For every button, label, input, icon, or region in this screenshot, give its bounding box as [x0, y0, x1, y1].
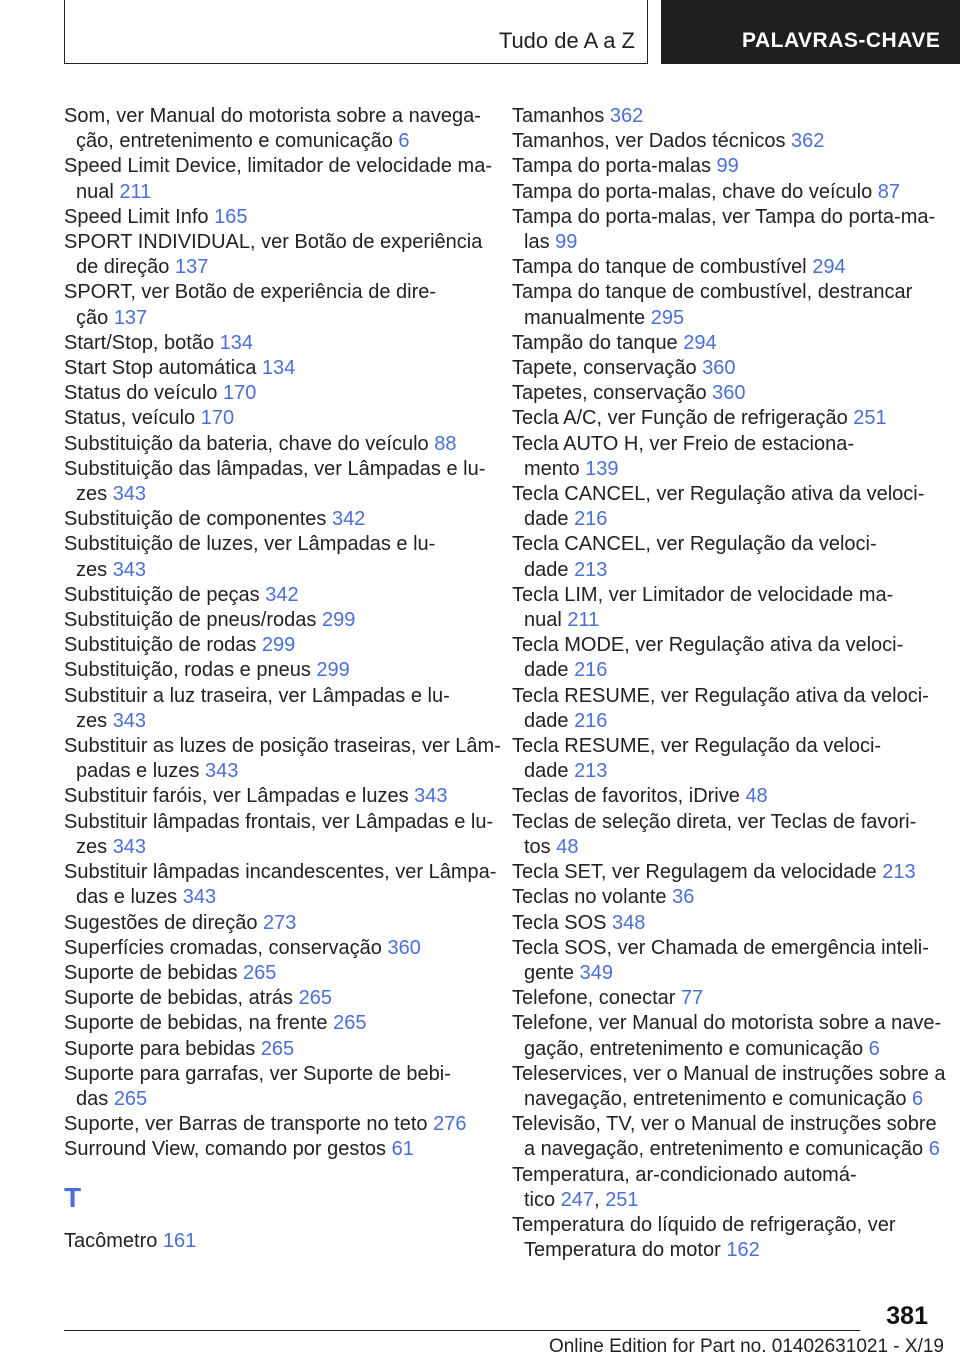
index-entry	[512, 684, 932, 734]
entry-text: Substituir as luzes de posição traseiras, ver Lâm-	[64, 735, 501, 758]
page-link[interactable]: 77	[681, 987, 704, 1010]
page-link[interactable]: 161	[162, 1229, 197, 1252]
index-entry	[512, 734, 932, 784]
index-entry	[64, 104, 484, 154]
page-link[interactable]: 360	[702, 357, 736, 380]
entry-text: Suporte de bebidas, na frente	[64, 1012, 328, 1035]
entry-text: Substituição de componentes	[64, 508, 327, 531]
page-link[interactable]: 6	[398, 130, 410, 153]
index-entry	[512, 583, 932, 633]
entry-text: Substituição da bateria, chave do veículo	[64, 432, 429, 455]
page-link[interactable]: 165	[214, 205, 248, 228]
index-entry	[512, 936, 932, 986]
index-entry: Temperatura, ar-condicionado automá- tico 247, 251	[512, 1163, 857, 1211]
page-link[interactable]: 137	[174, 256, 209, 279]
page-link[interactable]: 211	[119, 180, 152, 203]
index-entry	[64, 1229, 484, 1254]
entry-text: zes	[76, 835, 108, 858]
entry-text: das	[76, 1087, 109, 1110]
index-entry	[512, 331, 932, 356]
page-link[interactable]: 343	[112, 709, 147, 732]
page-link[interactable]: 61	[391, 1138, 414, 1161]
page-number: 381	[886, 1302, 928, 1330]
entry-text: Tampa do porta-malas, chave do veículo	[512, 180, 873, 203]
entry-text: Superfícies cromadas, conservação	[64, 936, 382, 959]
page-link[interactable]: 134	[219, 331, 254, 354]
index-entry	[512, 633, 932, 683]
page-link[interactable]: 87	[877, 180, 901, 203]
entry-text: Tamanhos, ver Dados técnicos	[512, 130, 786, 153]
entry-text: Tampa do tanque de combustível, destrancar	[512, 281, 913, 304]
entry-text: dade	[524, 558, 569, 581]
page-link[interactable]: 216	[574, 709, 608, 732]
page-link[interactable]: 162	[726, 1239, 760, 1262]
index-entry	[64, 633, 484, 658]
entry-text: Tecla MODE, ver Regulação ativa da veloci-	[512, 634, 904, 657]
entry-text: dade	[524, 508, 569, 531]
page-link[interactable]: 343	[112, 835, 147, 858]
entry-text: Start Stop automática	[64, 357, 257, 380]
page-link[interactable]: 343	[204, 760, 239, 783]
entry-text: Teclas no volante	[512, 886, 667, 909]
page-link[interactable]: 134	[261, 357, 296, 380]
entry-text: Tecla AUTO H, ver Freio de estaciona-	[512, 432, 854, 455]
entry-text: dade	[524, 709, 569, 732]
entry-text: Substituir a luz traseira, ver Lâmpadas e lu-	[64, 684, 450, 707]
index-entry	[64, 406, 484, 431]
page-link[interactable]: 343	[414, 785, 448, 808]
index-entry	[512, 205, 936, 255]
index-entry	[512, 1011, 942, 1061]
footer-divider	[64, 1330, 860, 1331]
entry-text: a navegação, entretenimento e comunicação	[524, 1138, 924, 1161]
entry-text: Tecla SOS, ver Chamada de emergência inteli-	[512, 936, 929, 959]
entry-text: Suporte para garrafas, ver Suporte de bebi-	[64, 1062, 451, 1085]
index-entry	[64, 1112, 484, 1137]
entry-text: tico	[524, 1188, 556, 1211]
page-link[interactable]: 343	[112, 558, 147, 581]
index-entry	[512, 280, 932, 330]
index-entry	[512, 154, 932, 179]
entry-text: Substituir lâmpadas frontais, ver Lâmpadas e lu-	[64, 810, 494, 833]
index-list-after-letter	[64, 1229, 484, 1254]
entry-text: Substituição de rodas	[64, 634, 257, 657]
page-link[interactable]: 6	[912, 1087, 924, 1110]
index-entry	[64, 230, 484, 280]
index-column-left	[64, 104, 501, 1254]
index-entry	[512, 885, 932, 910]
section-letter: T	[64, 1181, 82, 1213]
index-entry	[64, 608, 484, 633]
page-link[interactable]: 251	[605, 1188, 639, 1211]
entry-text: padas e luzes	[76, 760, 200, 783]
index-entry	[512, 810, 932, 860]
index-entry	[512, 180, 932, 205]
page-link[interactable]: 265	[243, 961, 277, 984]
entry-text: Telefone, conectar	[512, 987, 676, 1010]
page-link[interactable]: 213	[882, 861, 916, 884]
index-entry	[64, 658, 484, 683]
entry-text: de direção	[76, 256, 170, 279]
index-entry	[64, 331, 484, 356]
page-link[interactable]: 265	[333, 1012, 367, 1035]
index-entry	[512, 1213, 932, 1263]
entry-text: Televisão, TV, ver o Manual de instruções sobre	[512, 1113, 937, 1136]
index-entry	[512, 911, 932, 936]
page-link[interactable]: 48	[745, 785, 768, 808]
page-link[interactable]: 348	[612, 911, 646, 934]
entry-text: dade	[524, 760, 569, 783]
entry-text: manualmente	[524, 306, 646, 329]
page-link[interactable]: 265	[298, 987, 332, 1010]
entry-text: SPORT INDIVIDUAL, ver Botão de experiência	[64, 231, 483, 254]
page-link[interactable]: 170	[200, 407, 235, 430]
entry-text: Start/Stop, botão	[64, 331, 215, 354]
entry-text: gente	[524, 961, 575, 984]
entry-text: navegação, entretenimento e comunicação	[524, 1087, 907, 1110]
entry-text: Tecla SET, ver Regulagem da velocidade	[512, 861, 877, 884]
page-link[interactable]: 273	[263, 911, 297, 934]
index-entry	[64, 734, 501, 784]
page-link[interactable]: 99	[716, 155, 739, 178]
entry-text: Suporte de bebidas, atrás	[64, 987, 294, 1010]
entry-text: Tecla CANCEL, ver Regulação ativa da veloci-	[512, 483, 925, 506]
entry-text: Tecla CANCEL, ver Regulação da veloci-	[512, 533, 877, 556]
index-entry	[64, 457, 484, 507]
entry-text: Tampa do porta-malas, ver Tampa do porta-ma-	[512, 205, 936, 228]
entry-text: Teclas de seleção direta, ver Teclas de favori-	[512, 810, 917, 833]
entry-text: das e luzes	[76, 886, 178, 909]
page-link[interactable]: 211	[567, 609, 600, 632]
entry-text: Substituição de pneus/rodas	[64, 609, 317, 632]
footer-edition: Online Edition for Part no. 01402631021 - X/19	[548, 1336, 944, 1357]
page-link[interactable]: 343	[182, 886, 217, 909]
index-entry	[64, 1062, 484, 1112]
entry-text: Tecla SOS	[512, 911, 607, 934]
page-link[interactable]: 247	[560, 1188, 595, 1211]
entry-text: Substituir lâmpadas incandescentes, ver Lâmpa-	[64, 861, 497, 884]
entry-text: tos	[524, 835, 551, 858]
index-entry	[64, 280, 484, 330]
page-link[interactable]: 36	[672, 886, 695, 909]
page-link[interactable]: 342	[265, 583, 299, 606]
entry-text: Speed Limit Info	[64, 205, 209, 228]
index-entry	[512, 1112, 940, 1162]
page-link[interactable]: 6	[868, 1037, 880, 1060]
index-entry	[512, 482, 932, 532]
page-link[interactable]: 137	[113, 306, 148, 329]
entry-text: Tecla RESUME, ver Regulação ativa da veloci-	[512, 684, 929, 707]
entry-text: Suporte para bebidas	[64, 1037, 256, 1060]
index-entry	[512, 406, 932, 431]
entry-text: Status do veículo	[64, 382, 218, 405]
page-link[interactable]: 299	[261, 634, 296, 657]
page-link[interactable]: 99	[555, 231, 578, 254]
entry-text: Surround View, comando por gestos	[64, 1138, 387, 1161]
index-entry	[512, 104, 932, 129]
page-link[interactable]: 251	[853, 407, 887, 430]
index-entry	[64, 1037, 484, 1062]
entry-text: Tecla RESUME, ver Regulação da veloci-	[512, 735, 882, 758]
entry-text: Tapete, conservação	[512, 357, 697, 380]
entry-text: SPORT, ver Botão de experiência de dire-	[64, 281, 437, 304]
page-link[interactable]: 362	[609, 105, 644, 127]
index-entry	[64, 583, 484, 608]
index-entry	[64, 356, 484, 381]
entry-text: las	[524, 231, 550, 254]
index-entry	[64, 936, 484, 961]
page-link[interactable]: 360	[387, 936, 421, 959]
index-entry	[64, 432, 484, 457]
entry-text: Tampa do porta-malas	[512, 155, 711, 178]
index-entry	[512, 432, 932, 482]
index-list-left	[64, 104, 501, 1163]
index-entry	[64, 1011, 484, 1036]
entry-text: Tecla A/C, ver Função de refrigeração	[512, 407, 848, 430]
index-entry	[64, 860, 497, 910]
index-entry	[512, 129, 932, 154]
page-link[interactable]: 213	[574, 558, 608, 581]
entry-text: Tacômetro	[64, 1229, 158, 1252]
entry-text: zes	[76, 558, 108, 581]
page-link[interactable]: 265	[260, 1037, 295, 1060]
index-entry	[64, 784, 484, 809]
page-link[interactable]: 276	[433, 1113, 467, 1136]
entry-text: zes	[76, 709, 108, 732]
entry-text: dade	[524, 659, 569, 682]
entry-text: Tapetes, conservação	[512, 382, 707, 405]
entry-text: Som, ver Manual do motorista sobre a navega-	[64, 105, 481, 127]
index-entry	[512, 356, 932, 381]
entry-text: Suporte, ver Barras de transporte no teto	[64, 1113, 428, 1136]
index-entry	[64, 507, 484, 532]
entry-text: nual	[524, 609, 562, 632]
page-link[interactable]: 216	[574, 659, 608, 682]
index-entry	[512, 860, 932, 885]
index-entry	[64, 532, 484, 582]
header-section-title: Tudo de A a Z	[498, 28, 635, 53]
entry-text: Teclas de favoritos, iDrive	[512, 785, 740, 808]
index-entry	[512, 1062, 946, 1112]
page-link[interactable]: 349	[579, 961, 613, 984]
page-link[interactable]: 265	[113, 1087, 148, 1110]
index-list-right	[512, 104, 946, 1263]
index-entry	[64, 961, 484, 986]
entry-text: Substituição de luzes, ver Lâmpadas e lu-	[64, 533, 436, 556]
index-column-right	[512, 104, 946, 1263]
header-chapter-tab[interactable]: PALAVRAS-CHAVE	[661, 0, 960, 64]
entry-text: ção	[76, 306, 109, 329]
entry-text: Temperatura do líquido de refrigeração, ver	[512, 1213, 896, 1236]
page-link[interactable]: 360	[712, 382, 746, 405]
index-entry	[64, 205, 484, 230]
entry-text: ção, entretenimento e comunicação	[76, 130, 393, 153]
page-link[interactable]: 299	[316, 659, 350, 682]
index-entry	[64, 986, 484, 1011]
index-entry	[64, 810, 494, 860]
page-link[interactable]: 294	[683, 331, 717, 354]
page-link[interactable]: 294	[812, 256, 846, 279]
index-entry	[64, 154, 492, 204]
entry-text: Telefone, ver Manual do motorista sobre a nave-	[512, 1012, 942, 1035]
index-entry	[64, 911, 484, 936]
page-link[interactable]: 213	[574, 760, 608, 783]
index-entry	[512, 784, 932, 809]
page-link[interactable]: 88	[434, 432, 457, 455]
entry-text: Tamanhos	[512, 105, 605, 127]
entry-text: Substituição das lâmpadas, ver Lâmpadas e lu-	[64, 457, 486, 480]
page-link[interactable]: 139	[585, 457, 619, 480]
page-link[interactable]: 362	[791, 130, 825, 153]
entry-text: Tampão do tanque	[512, 331, 678, 354]
page-link[interactable]: 6	[928, 1138, 940, 1161]
entry-text: Status, veículo	[64, 407, 196, 430]
entry-text: Tecla LIM, ver Limitador de velocidade ma-	[512, 583, 894, 606]
entry-text: Substituição, rodas e pneus	[64, 659, 311, 682]
entry-text: Tampa do tanque de combustível	[512, 256, 807, 279]
page-link[interactable]: 48	[556, 835, 579, 858]
page-link[interactable]: 343	[112, 483, 147, 506]
entry-text: Temperatura, ar-condicionado automá-	[512, 1163, 857, 1186]
entry-text: Temperatura do motor	[524, 1239, 721, 1262]
page-link[interactable]: 295	[650, 306, 685, 329]
entry-text: nual	[76, 180, 114, 203]
index-entry	[512, 255, 932, 280]
entry-text: mento	[524, 457, 580, 480]
page-link[interactable]: 216	[574, 508, 608, 531]
entry-text: Sugestões de direção	[64, 911, 258, 934]
index-entry	[64, 684, 484, 734]
entry-text: Speed Limit Device, limitador de velocidade ma-	[64, 155, 492, 178]
entry-text: Substituir faróis, ver Lâmpadas e luzes	[64, 785, 409, 808]
index-entry	[64, 1137, 484, 1162]
entry-text: Teleservices, ver o Manual de instruções sobre a	[512, 1062, 946, 1085]
page-link[interactable]: 299	[321, 609, 356, 632]
index-entry	[512, 986, 932, 1011]
page-link[interactable]: 342	[331, 508, 366, 531]
entry-text: Substituição de peças	[64, 583, 260, 606]
index-entry	[512, 532, 932, 582]
index-entry	[512, 381, 932, 406]
entry-text: gação, entretenimento e comunicação	[524, 1037, 864, 1060]
page-link[interactable]: 170	[223, 382, 257, 405]
index-entry	[64, 381, 484, 406]
entry-text: Suporte de bebidas	[64, 961, 238, 984]
entry-text: zes	[76, 483, 108, 506]
header-section-box	[64, 0, 648, 64]
